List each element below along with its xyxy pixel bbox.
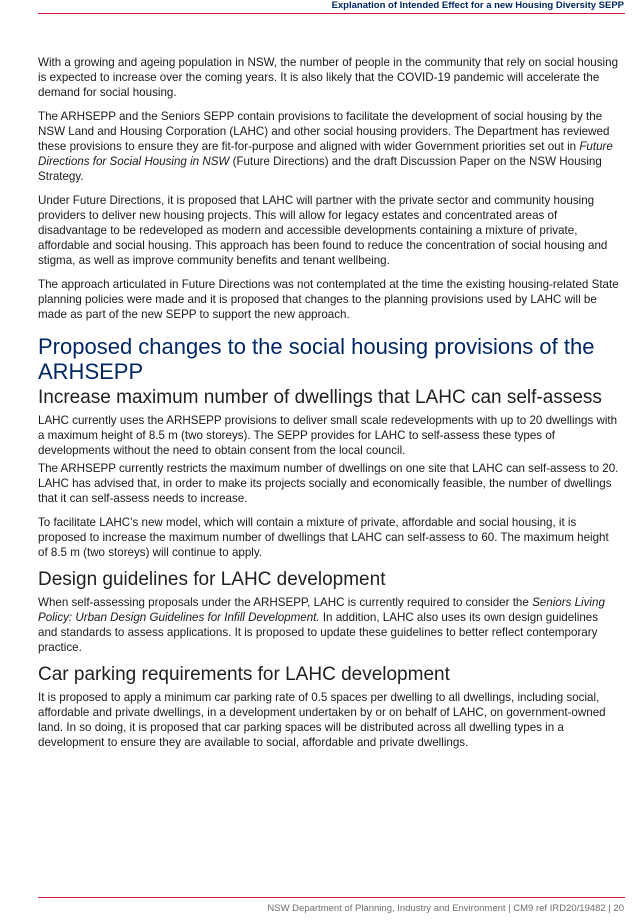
intro-paragraph-3: Under Future Directions, it is proposed that LAHC will partner with the private sector and community housing providers to deliver new housing projects. This will allow for legacy estates and concentrated areas of disadvantage to be redeveloped as modern and accessible developments containing a mixture of private, affordable and social housing. This approach has been found to reduce the concentration of social housing and stigma, as well as improve community benefits and tenant wellbeing. <box>38 194 608 267</box>
intro-paragraph-2-text-a: The ARHSEPP and the Seniors SEPP contain provisions to facilitate the development of social housing by the NSW Land and Housing Corporation (LAHC) and other social housing providers. The Department has reviewed these provisions to ensure they are fit-for-purpose and aligned with wider Government priorities set out in <box>38 110 610 153</box>
footer-text: NSW Department of Planning, Industry and Environment | CM9 ref IRD20/19482 | 20 <box>267 903 624 914</box>
running-header-title: Explanation of Intended Effect for a new Housing Diversity SEPP <box>331 0 624 11</box>
subheading-design-guidelines: Design guidelines for LAHC development <box>38 569 386 590</box>
self-assess-paragraph-2: The ARHSEPP currently restricts the maximum number of dwellings on one site that LAHC can self-assess to 20. LAHC has advised that, in order to make its projects socially and economically feasible, the number of dwellings that it can self-assess needs to increase. <box>38 462 619 505</box>
intro-paragraph-1: With a growing and ageing population in NSW, the number of people in the community that rely on social housing is expected to increase over the coming years. It is also likely that the COVID-19 pandemic will accelerate the demand for social housing. <box>38 56 619 99</box>
seniors-living-policy-title: Seniors Living Policy: Urban Design Guidelines for Infill Development. <box>38 596 605 624</box>
intro-paragraph-2-text-b: (Future Directions) and the draft Discussion Paper on the NSW Housing Strategy. <box>38 155 602 183</box>
intro-paragraph-2 <box>38 109 620 184</box>
header-divider <box>38 13 625 14</box>
subheading-self-assess: Increase maximum number of dwellings that LAHC can self-assess <box>38 387 602 408</box>
design-guidelines-paragraph <box>38 595 620 655</box>
design-guidelines-text-b: In addition, LAHC also uses its own design guidelines and standards to assess applications. It is proposed to update these guidelines to better reflect contemporary practice. <box>38 611 599 654</box>
subheading-car-parking: Car parking requirements for LAHC development <box>38 664 450 685</box>
self-assess-paragraph-3: To facilitate LAHC’s new model, which will contain a mixture of private, affordable and social housing, it is proposed to increase the maximum number of dwellings that LAHC can self-assess to 60. The maximum height of 8.5 m (two storeys) will continue to apply. <box>38 516 609 559</box>
intro-paragraph-4: The approach articulated in Future Directions was not contemplated at the time the existing housing-related State planning policies were made and it is proposed that changes to the planning provisions used by LAHC will be made as part of the new SEPP to support the new approach. <box>38 278 619 321</box>
car-parking-paragraph: It is proposed to apply a minimum car parking rate of 0.5 spaces per dwelling to all dwellings, including social, affordable and private dwellings, in a development undertaken by or on behalf of LAHC, on government-owned land. In so doing, it is proposed that car parking spaces will be distributed across all dwelling types in a development to ensure they are available to social, affordable and private dwellings. <box>38 691 606 749</box>
footer-divider <box>38 897 625 898</box>
page-content <box>38 55 620 759</box>
future-directions-title: Future Directions for Social Housing in NSW <box>38 140 613 168</box>
self-assess-paragraph-1: LAHC currently uses the ARHSEPP provisions to deliver small scale redevelopments with up to 20 dwellings with a maximum height of 8.5 m (two storeys). The SEPP provides for LAHC to self-assess these types of developments without the need to obtain consent from the local council. <box>38 414 618 457</box>
section-heading: Proposed changes to the social housing provisions of the ARHSEPP <box>38 334 595 384</box>
design-guidelines-text-a: When self-assessing proposals under the ARHSEPP, LAHC is currently required to consider the <box>38 596 533 609</box>
